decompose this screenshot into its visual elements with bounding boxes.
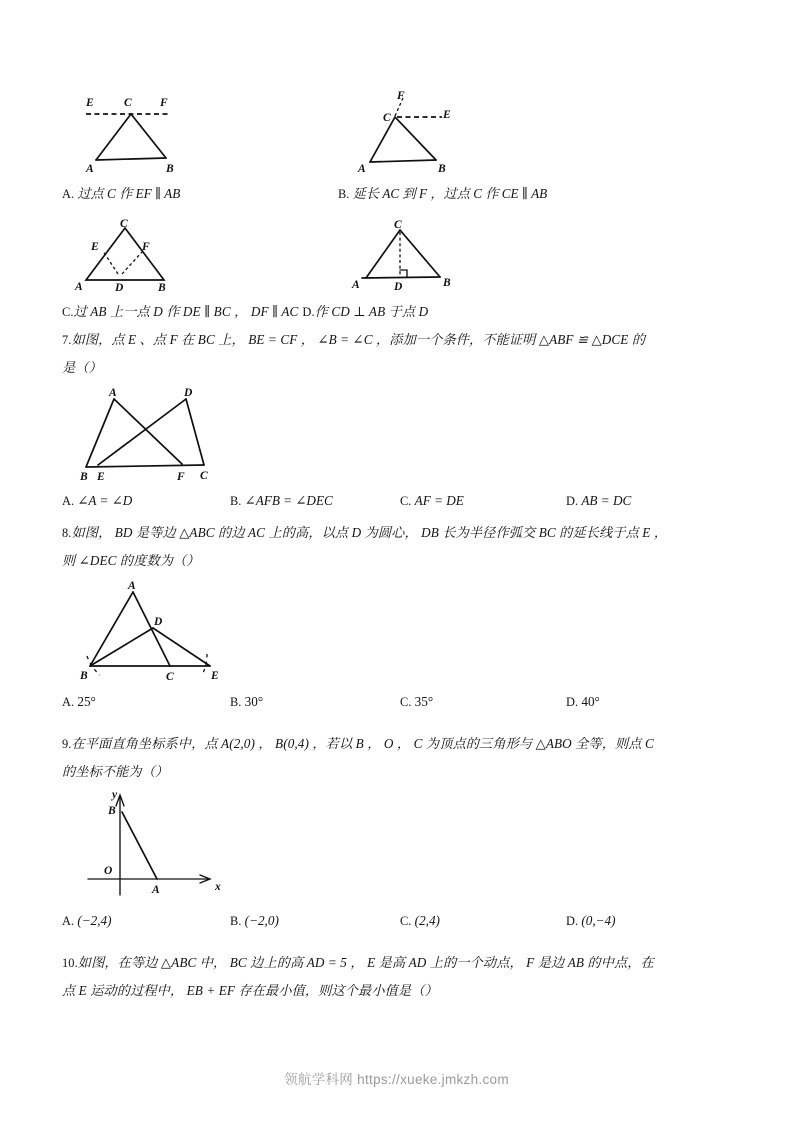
svg-text:C: C — [200, 470, 208, 482]
q10-stem-line-1 — [62, 949, 734, 977]
q8-number: 8. — [62, 526, 72, 540]
figure-question-8 — [78, 578, 328, 684]
q9-option-c-text: (2,4) — [414, 913, 440, 928]
question-8-stem — [62, 519, 734, 574]
svg-text:D: D — [184, 387, 193, 399]
svg-text:A: A — [352, 279, 360, 291]
figure-option-c — [72, 218, 192, 294]
svg-text:B: B — [158, 282, 166, 294]
q7-option-c — [400, 487, 566, 515]
q9-stem-line-2 — [62, 758, 734, 785]
q9-options-row — [62, 907, 734, 935]
question-9-stem — [62, 730, 734, 785]
q10-stem-line-2 — [62, 977, 734, 1004]
q9-option-d-label: D. — [566, 914, 579, 928]
q7-figure-row — [62, 385, 734, 485]
q9-option-c-label: C. — [400, 914, 412, 928]
q8-option-c — [400, 688, 566, 716]
q7-option-b — [230, 487, 400, 515]
svg-text:A: A — [358, 163, 366, 175]
q10-stem-text-1: 如图，在等边 △ABC 中， BC 边上的高 AD = 5 ， E 是高 AD 上的一个动点， F 是边 AB 的中点，在 — [77, 955, 654, 970]
q7-stem-text-1: 如图，点 E 、点 F 在 BC 上， BE = CF ， ∠B = ∠C ，添加一个条件，不能证明 △ABF ≌ △DCE 的 — [71, 332, 646, 347]
svg-text:E: E — [86, 97, 94, 109]
svg-text:D: D — [154, 616, 163, 628]
q10-number: 10. — [62, 956, 78, 970]
q9-stem-text-2: 的坐标不能为（） — [62, 764, 169, 779]
svg-text:A: A — [128, 580, 136, 592]
q8-stem-line-1 — [62, 519, 734, 547]
q7-number: 7. — [62, 333, 72, 347]
q8-option-d-text: 40° — [581, 694, 600, 709]
option-c-text: 过 AB 上一点 D 作 DE ∥ BC ， DF ∥ AC — [73, 304, 299, 319]
q7-option-d-label: D. — [566, 494, 579, 508]
q9-option-d-text: (0,−4) — [581, 913, 616, 928]
q8-option-d-label: D. — [566, 695, 579, 709]
q8-option-c-text: 35° — [414, 694, 434, 709]
svg-text:B: B — [80, 670, 88, 682]
figure-question-7 — [76, 385, 316, 483]
q8-option-c-label: C. — [400, 695, 412, 709]
q7-option-c-label: C. — [400, 494, 412, 508]
question-10-stem — [62, 949, 734, 1004]
option-a-text: 过点 C 作 EF ∥ AB — [77, 186, 181, 201]
q8-stem-text-2: 则 ∠DEC 的度数为（） — [62, 553, 200, 568]
svg-text:B: B — [108, 805, 116, 817]
q9-figure-row — [62, 787, 734, 905]
q9-option-b-text: (−2,0) — [244, 913, 279, 928]
q8-stem-line-2 — [62, 547, 734, 574]
q9-number: 9. — [62, 737, 72, 751]
svg-text:B: B — [80, 471, 88, 483]
svg-text:A: A — [109, 387, 117, 399]
q9-option-d — [566, 907, 726, 935]
svg-text:A: A — [75, 281, 83, 293]
svg-text:C: C — [120, 218, 128, 230]
q9-option-a-text: (−2,4) — [77, 913, 112, 928]
svg-text:y: y — [112, 789, 118, 801]
svg-text:B: B — [443, 277, 451, 289]
q7-option-a-label: A. — [62, 494, 75, 508]
svg-text:B: B — [166, 163, 174, 175]
svg-text:D: D — [394, 281, 403, 293]
q7-stem-line-1 — [62, 326, 734, 354]
option-a-text-wrapper — [62, 180, 338, 208]
q8-option-a-label: A. — [62, 695, 75, 709]
q7-option-a-text: ∠A = ∠D — [77, 493, 133, 508]
q10-stem-text-2: 点 E 运动的过程中， EB + EF 存在最小值，则这个最小值是（） — [62, 983, 438, 998]
svg-text:C: C — [166, 671, 174, 683]
option-d-text: 作 CD ⊥ AB 于点 D — [314, 304, 429, 319]
option-b-text: 延长 AC 到 F ，过点 C 作 CE ∥ AB — [352, 186, 548, 201]
option-b-label: B. — [338, 187, 350, 201]
page-watermark: 领航学科网 https://xueke.jmkzh.com — [284, 1072, 509, 1087]
q7-option-d-text: AB = DC — [581, 493, 632, 508]
q9-stem-line-1 — [62, 730, 734, 758]
svg-text:E: E — [443, 109, 451, 121]
q7-stem-text-2: 是（） — [62, 360, 102, 375]
svg-text:C: C — [124, 97, 132, 109]
option-a-label: A. — [62, 187, 75, 201]
svg-text:B: B — [438, 163, 446, 175]
q7-stem-line-2 — [62, 354, 734, 381]
option-b-text-wrapper — [338, 180, 547, 208]
q9-option-a-label: A. — [62, 914, 75, 928]
q9-option-b-label: B. — [230, 914, 242, 928]
figure-option-a — [74, 92, 194, 174]
option-c-label: C. — [62, 305, 74, 319]
svg-text:F: F — [397, 90, 405, 102]
q8-option-b — [230, 688, 400, 716]
q9-option-c — [400, 907, 566, 935]
page-content — [62, 92, 734, 1004]
q8-option-b-text: 30° — [244, 694, 264, 709]
svg-text:E: E — [211, 670, 219, 682]
svg-text:x: x — [215, 881, 221, 893]
q8-option-b-label: B. — [230, 695, 242, 709]
q7-options-row — [62, 487, 734, 515]
q9-stem-text-1: 在平面直角坐标系中，点 A(2,0) ， B(0,4) ，若以 B ， O ， C 为顶点的三角形与 △ABO 全等，则点 C — [71, 736, 654, 751]
figure-option-d — [348, 218, 468, 294]
q6-option-text-row-1 — [62, 180, 734, 208]
svg-text:E: E — [91, 241, 99, 253]
svg-text:F: F — [160, 97, 168, 109]
q9-option-a — [62, 907, 230, 935]
svg-text:C: C — [394, 219, 402, 231]
svg-text:A: A — [86, 163, 94, 175]
figure-option-b — [350, 90, 470, 176]
svg-text:E: E — [97, 471, 105, 483]
q8-option-d — [566, 688, 726, 716]
q6-figures-row-1 — [62, 92, 734, 178]
q6-figures-row-2 — [62, 218, 734, 296]
svg-text:F: F — [142, 241, 150, 253]
svg-text:A: A — [152, 884, 160, 896]
q8-stem-text-1: 如图， BD 是等边 △ABC 的边 AC 上的高，以点 D 为圆心， DB 长为半径作弧交 BC 的延长线于点 E ， — [71, 525, 668, 540]
q7-option-b-text: ∠AFB = ∠DEC — [244, 493, 333, 508]
svg-text:D: D — [115, 282, 124, 294]
option-d-label: D. — [302, 305, 315, 319]
q7-option-a — [62, 487, 230, 515]
q8-options-row — [62, 688, 734, 716]
q7-option-c-text: AF = DE — [414, 493, 464, 508]
q8-option-a-text: 25° — [77, 694, 96, 709]
q8-option-a — [62, 688, 230, 716]
svg-text:C: C — [383, 112, 391, 124]
svg-text:O: O — [104, 865, 113, 877]
figure-question-9 — [82, 787, 262, 903]
q7-option-b-label: B. — [230, 494, 242, 508]
question-7-stem — [62, 326, 734, 381]
q9-option-b — [230, 907, 400, 935]
q6-option-text-row-2 — [62, 298, 734, 326]
q8-figure-row — [62, 578, 734, 686]
svg-text:F: F — [177, 471, 185, 483]
q7-option-d — [566, 487, 726, 515]
